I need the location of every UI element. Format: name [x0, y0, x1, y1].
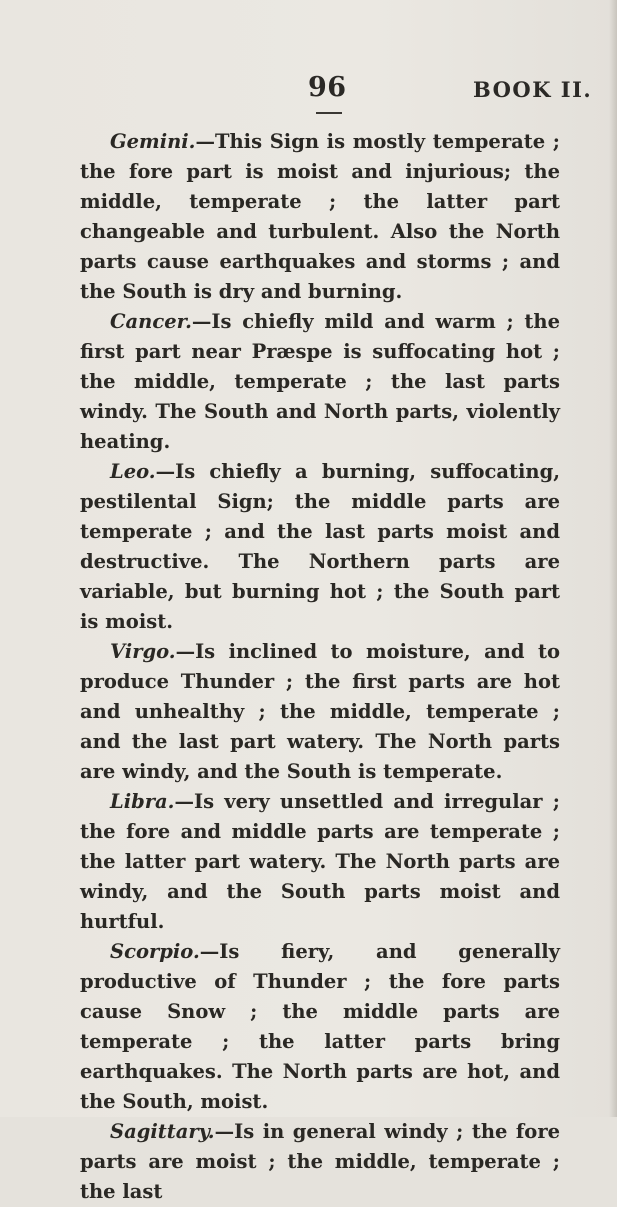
sign-name: Leo.	[110, 460, 156, 483]
paragraph-leo	[80, 457, 560, 637]
body-text	[80, 127, 560, 1207]
paragraph-text: —Is inclined to moisture, and to produce Thunder ; the first parts are hot and unhealthy ; the middle, temperate ; and the last part watery. The North parts are windy, and the South is temperate.	[80, 640, 560, 783]
sign-name: Virgo.	[110, 640, 176, 663]
paragraph-scorpio	[80, 937, 560, 1117]
paragraph-text: —Is chiefly a burning, suffocating, pestilental Sign; the middle parts are temperate ; and the last parts moist and destructive. The Northern parts are variable, but burning hot ; the South part is moist.	[80, 460, 560, 633]
paragraph-libra	[80, 787, 560, 937]
page-edge-shadow	[609, 0, 617, 1117]
sign-name: Scorpio.	[110, 940, 200, 963]
sign-name: Gemini.	[110, 130, 196, 153]
paragraph-sagittary	[80, 1117, 560, 1207]
paragraph-virgo	[80, 637, 560, 787]
paragraph-cancer	[80, 307, 560, 457]
page-number: 96	[308, 72, 347, 103]
sign-name: Libra.	[110, 790, 175, 813]
sign-name: Sagittary.	[110, 1120, 215, 1143]
page-header	[0, 72, 617, 112]
sign-name: Cancer.	[110, 310, 192, 333]
paragraph-text: —Is in general windy ; the fore parts are moist ; the middle, temperate ; the last	[80, 1120, 560, 1203]
paragraph-text: —This Sign is mostly temperate ; the fore part is moist and injurious; the middle, temperate ; the latter part changeable and turbulent. Also the North parts cause earthquakes and storms ; and the South is dry and burning.	[80, 130, 560, 303]
page-number-rule	[316, 112, 342, 114]
paragraph-text: —Is very unsettled and irregular ; the fore and middle parts are temperate ; the latter part watery. The North parts are windy, and the South parts moist and hurtful.	[80, 790, 560, 933]
paragraph-text: —Is chiefly mild and warm ; the first part near Præspe is suffocating hot ; the middle, temperate ; the last parts windy. The South and North parts, violently heating.	[80, 310, 560, 453]
running-head: BOOK II.	[473, 77, 593, 102]
paragraph-text: —Is fiery, and generally productive of Thunder ; the fore parts cause Snow ; the middle parts are temperate ; the latter parts bring earthquakes. The North parts are hot, and the South, moist.	[80, 940, 560, 1113]
paragraph-gemini	[80, 127, 560, 307]
